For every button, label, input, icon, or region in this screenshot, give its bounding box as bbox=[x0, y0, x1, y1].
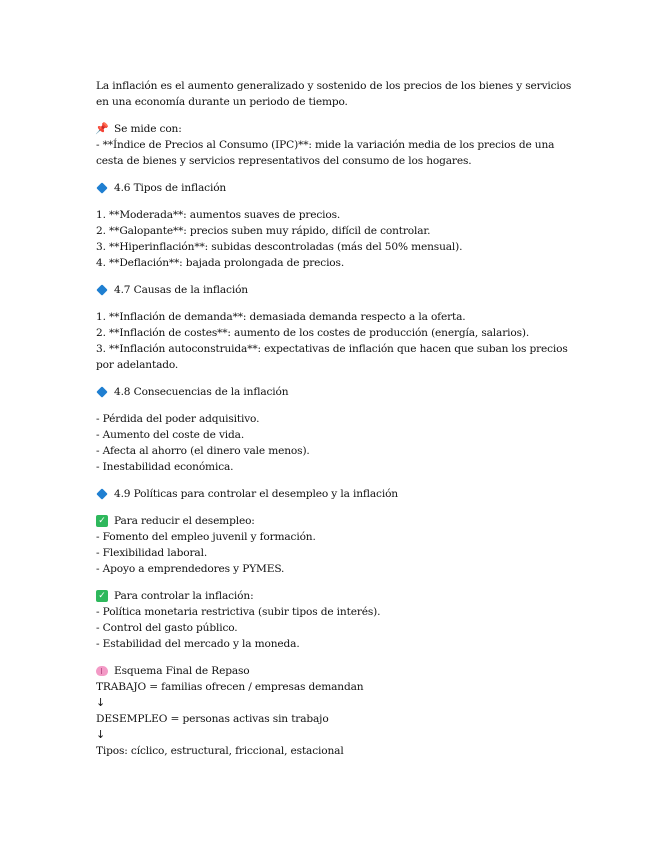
blue-diamond-icon bbox=[96, 488, 108, 500]
policies-title: 4.9 Políticas para controlar el desempleo y la inflación bbox=[114, 488, 398, 500]
unemployment-section bbox=[96, 513, 566, 577]
intro-line-2: en una economía durante un periodo de tiempo. bbox=[96, 96, 348, 108]
inflation-control-heading bbox=[96, 588, 566, 604]
list-item: 3. **Hiperinflación**: subidas descontroladas (más del 50% mensual). bbox=[96, 241, 463, 253]
inflation-control-title: Para controlar la inflación: bbox=[114, 590, 254, 602]
review-section bbox=[96, 663, 566, 759]
types-title: 4.6 Tipos de inflación bbox=[114, 182, 227, 194]
unemployment-title: Para reducir el desempleo: bbox=[114, 515, 255, 527]
inflation-control-section bbox=[96, 588, 566, 652]
consequences-title: 4.8 Consecuencias de la inflación bbox=[114, 386, 289, 398]
causes-list bbox=[96, 309, 566, 373]
measure-heading bbox=[96, 121, 566, 137]
down-arrow-icon: ↓ bbox=[96, 696, 106, 709]
review-line-3: Tipos: cíclico, estructural, friccional, estacional bbox=[96, 745, 344, 757]
measure-section bbox=[96, 121, 566, 169]
measure-line-2: cesta de bienes y servicios representativos del consumo de los hogares. bbox=[96, 155, 472, 167]
list-item: - Aumento del coste de vida. bbox=[96, 429, 245, 441]
unemployment-heading bbox=[96, 513, 566, 529]
list-item: 1. **Moderada**: aumentos suaves de precios. bbox=[96, 209, 341, 221]
list-item: - Estabilidad del mercado y la moneda. bbox=[96, 638, 300, 650]
list-item: - Afecta al ahorro (el dinero vale menos). bbox=[96, 445, 310, 457]
list-item: 1. **Inflación de demanda**: demasiada demanda respecto a la oferta. bbox=[96, 311, 466, 323]
list-item: 2. **Galopante**: precios suben muy rápido, difícil de controlar. bbox=[96, 225, 431, 237]
list-item-continuation: por adelantado. bbox=[96, 359, 179, 371]
list-item: - Política monetaria restrictiva (subir tipos de interés). bbox=[96, 606, 381, 618]
causes-heading bbox=[96, 282, 566, 298]
consequences-heading bbox=[96, 384, 566, 400]
list-item: - Inestabilidad económica. bbox=[96, 461, 234, 473]
pushpin-icon: 📌 bbox=[95, 122, 109, 135]
check-mark-icon: ✓ bbox=[96, 590, 108, 602]
measure-title: Se mide con: bbox=[114, 123, 182, 135]
blue-diamond-icon bbox=[96, 386, 108, 398]
consequences-list bbox=[96, 411, 566, 475]
list-item: 3. **Inflación autoconstruida**: expectativas de inflación que hacen que suban los precios bbox=[96, 343, 568, 355]
list-item: 2. **Inflación de costes**: aumento de los costes de producción (energía, salarios). bbox=[96, 327, 530, 339]
document-page bbox=[95, 78, 572, 759]
types-heading bbox=[96, 180, 566, 196]
down-arrow-icon: ↓ bbox=[96, 728, 106, 741]
intro-line-1: La inflación es el aumento generalizado y sostenido de los precios de los bienes y servicios bbox=[96, 80, 572, 92]
list-item: - Flexibilidad laboral. bbox=[96, 547, 208, 559]
intro-paragraph bbox=[96, 78, 572, 110]
list-item: - Fomento del empleo juvenil y formación. bbox=[96, 531, 316, 543]
list-item: - Pérdida del poder adquisitivo. bbox=[96, 413, 260, 425]
measure-line-1: - **Índice de Precios al Consumo (IPC)**: mide la variación media de los precios de una bbox=[96, 139, 555, 151]
review-title: Esquema Final de Repaso bbox=[114, 665, 250, 677]
check-mark-icon: ✓ bbox=[96, 515, 108, 527]
blue-diamond-icon bbox=[96, 182, 108, 194]
brain-icon bbox=[96, 665, 108, 677]
blue-diamond-icon bbox=[96, 284, 108, 296]
review-line-2: DESEMPLEO = personas activas sin trabajo bbox=[96, 713, 329, 725]
list-item: 4. **Deflación**: bajada prolongada de precios. bbox=[96, 257, 345, 269]
list-item: - Apoyo a emprendedores y PYMES. bbox=[96, 563, 285, 575]
review-heading bbox=[96, 663, 566, 679]
policies-heading bbox=[96, 486, 566, 502]
types-list bbox=[96, 207, 566, 271]
causes-title: 4.7 Causas de la inflación bbox=[114, 284, 248, 296]
review-line-1: TRABAJO = familias ofrecen / empresas demandan bbox=[96, 681, 364, 693]
list-item: - Control del gasto público. bbox=[96, 622, 238, 634]
